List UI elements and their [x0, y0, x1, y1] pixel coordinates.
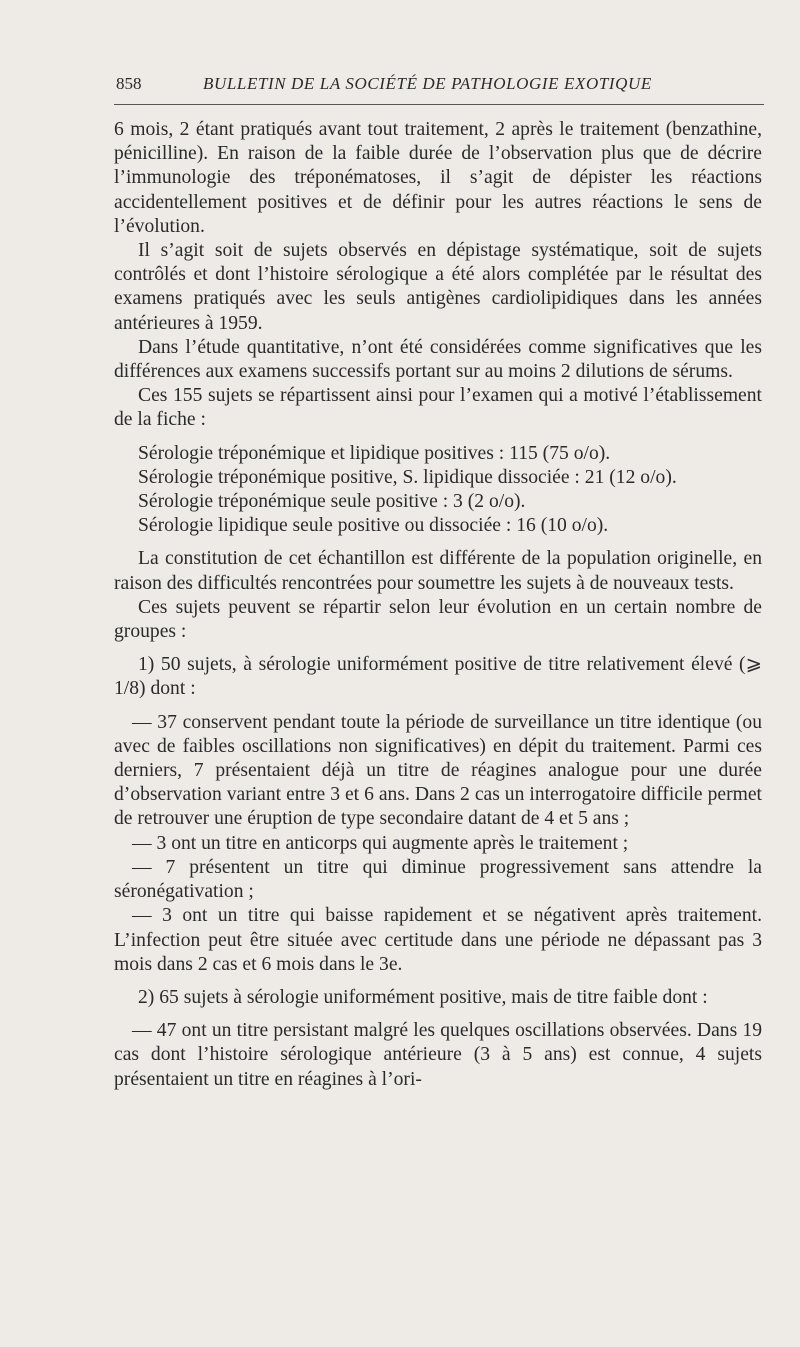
list-item: Sérologie lipidique seule positive ou dissociée : 16 (10 o/o).	[138, 515, 609, 537]
body-text	[114, 118, 762, 1092]
page-number: 858	[116, 74, 142, 93]
list-item: Sérologie tréponémique seule positive : 3 (2 o/o).	[138, 491, 526, 513]
paragraph: Il s’agit soit de sujets observés en dépistage systématique, soit de sujets contrôlés et dont l’histoire sérologique a été alors complétée par le résultat des examens pratiqués avec les seuls antigènes cardiolipidiques dans les années antérieures à 1959.	[114, 240, 762, 334]
header-rule	[114, 104, 764, 105]
list-item: Sérologie tréponémique et lipidique positives : 115 (75 o/o).	[138, 442, 611, 464]
paragraph: Ces 155 sujets se répartissent ainsi pour l’examen qui a motivé l’établissement de la fiche :	[114, 385, 762, 431]
paragraph: 6 mois, 2 étant pratiqués avant tout traitement, 2 après le traitement (benzathine, pénicilline). En raison de la faible durée de l’observation plus que de décrire l’immunologie des tréponématoses, il s’agit de dépister les réactions accidentellement positives et de définir pour les autres réactions le sens de l’évolution.	[114, 119, 762, 237]
paragraph: La constitution de cet échantillon est différente de la population originelle, en raison des difficultés rencontrées pour soumettre les sujets à de nouveaux tests.	[114, 548, 762, 594]
group-heading: 2) 65 sujets à sérologie uniformément positive, mais de titre faible dont :	[138, 986, 708, 1008]
running-header	[116, 74, 762, 94]
group-item: — 3 ont un titre qui baisse rapidement et se négativent après traitement. L’infection peut être située avec certitude dans une période ne dépassant pas 3 mois dans 2 cas et 6 mois dans le 3e.	[114, 905, 762, 975]
group-item: — 7 présentent un titre qui diminue progressivement sans attendre la séronégativation ;	[114, 856, 762, 903]
group-item: — 3 ont un titre en anticorps qui augmente après le traitement ;	[132, 832, 629, 854]
paragraph: Dans l’étude quantitative, n’ont été considérées comme significatives que les différences aux examens successifs portant sur au moins 2 dilutions de sérums.	[114, 336, 762, 383]
paragraph: Ces sujets peuvent se répartir selon leur évolution en un certain nombre de groupes :	[114, 596, 762, 643]
group-item: — 47 ont un titre persistant malgré les quelques oscillations observées. Dans 19 cas dont l’histoire sérologique antérieure (3 à 5 ans) est connue, 4 sujets présentaient un titre en réagines à l’ori-	[114, 1020, 762, 1090]
journal-title: BULLETIN DE LA SOCIÉTÉ DE PATHOLOGIE EXOTIQUE	[203, 74, 652, 93]
group-heading: 1) 50 sujets, à sérologie uniformément positive de titre relativement élevé (⩾ 1/8) dont :	[114, 654, 762, 700]
list-item: Sérologie tréponémique positive, S. lipidique dissociée : 21 (12 o/o).	[138, 466, 677, 488]
distribution-list	[114, 442, 762, 539]
group-item: — 37 conservent pendant toute la période de surveillance un titre identique (ou avec de faibles oscillations non significatives) en dépit du traitement. Parmi ces derniers, 7 présentaient déjà un titre de réagines analogue pour une durée d’observation variant entre 3 et 6 ans. Dans 2 cas un interrogatoire difficile permet de retrouver une éruption de type secondaire datant de 4 et 5 ans ;	[114, 711, 762, 830]
